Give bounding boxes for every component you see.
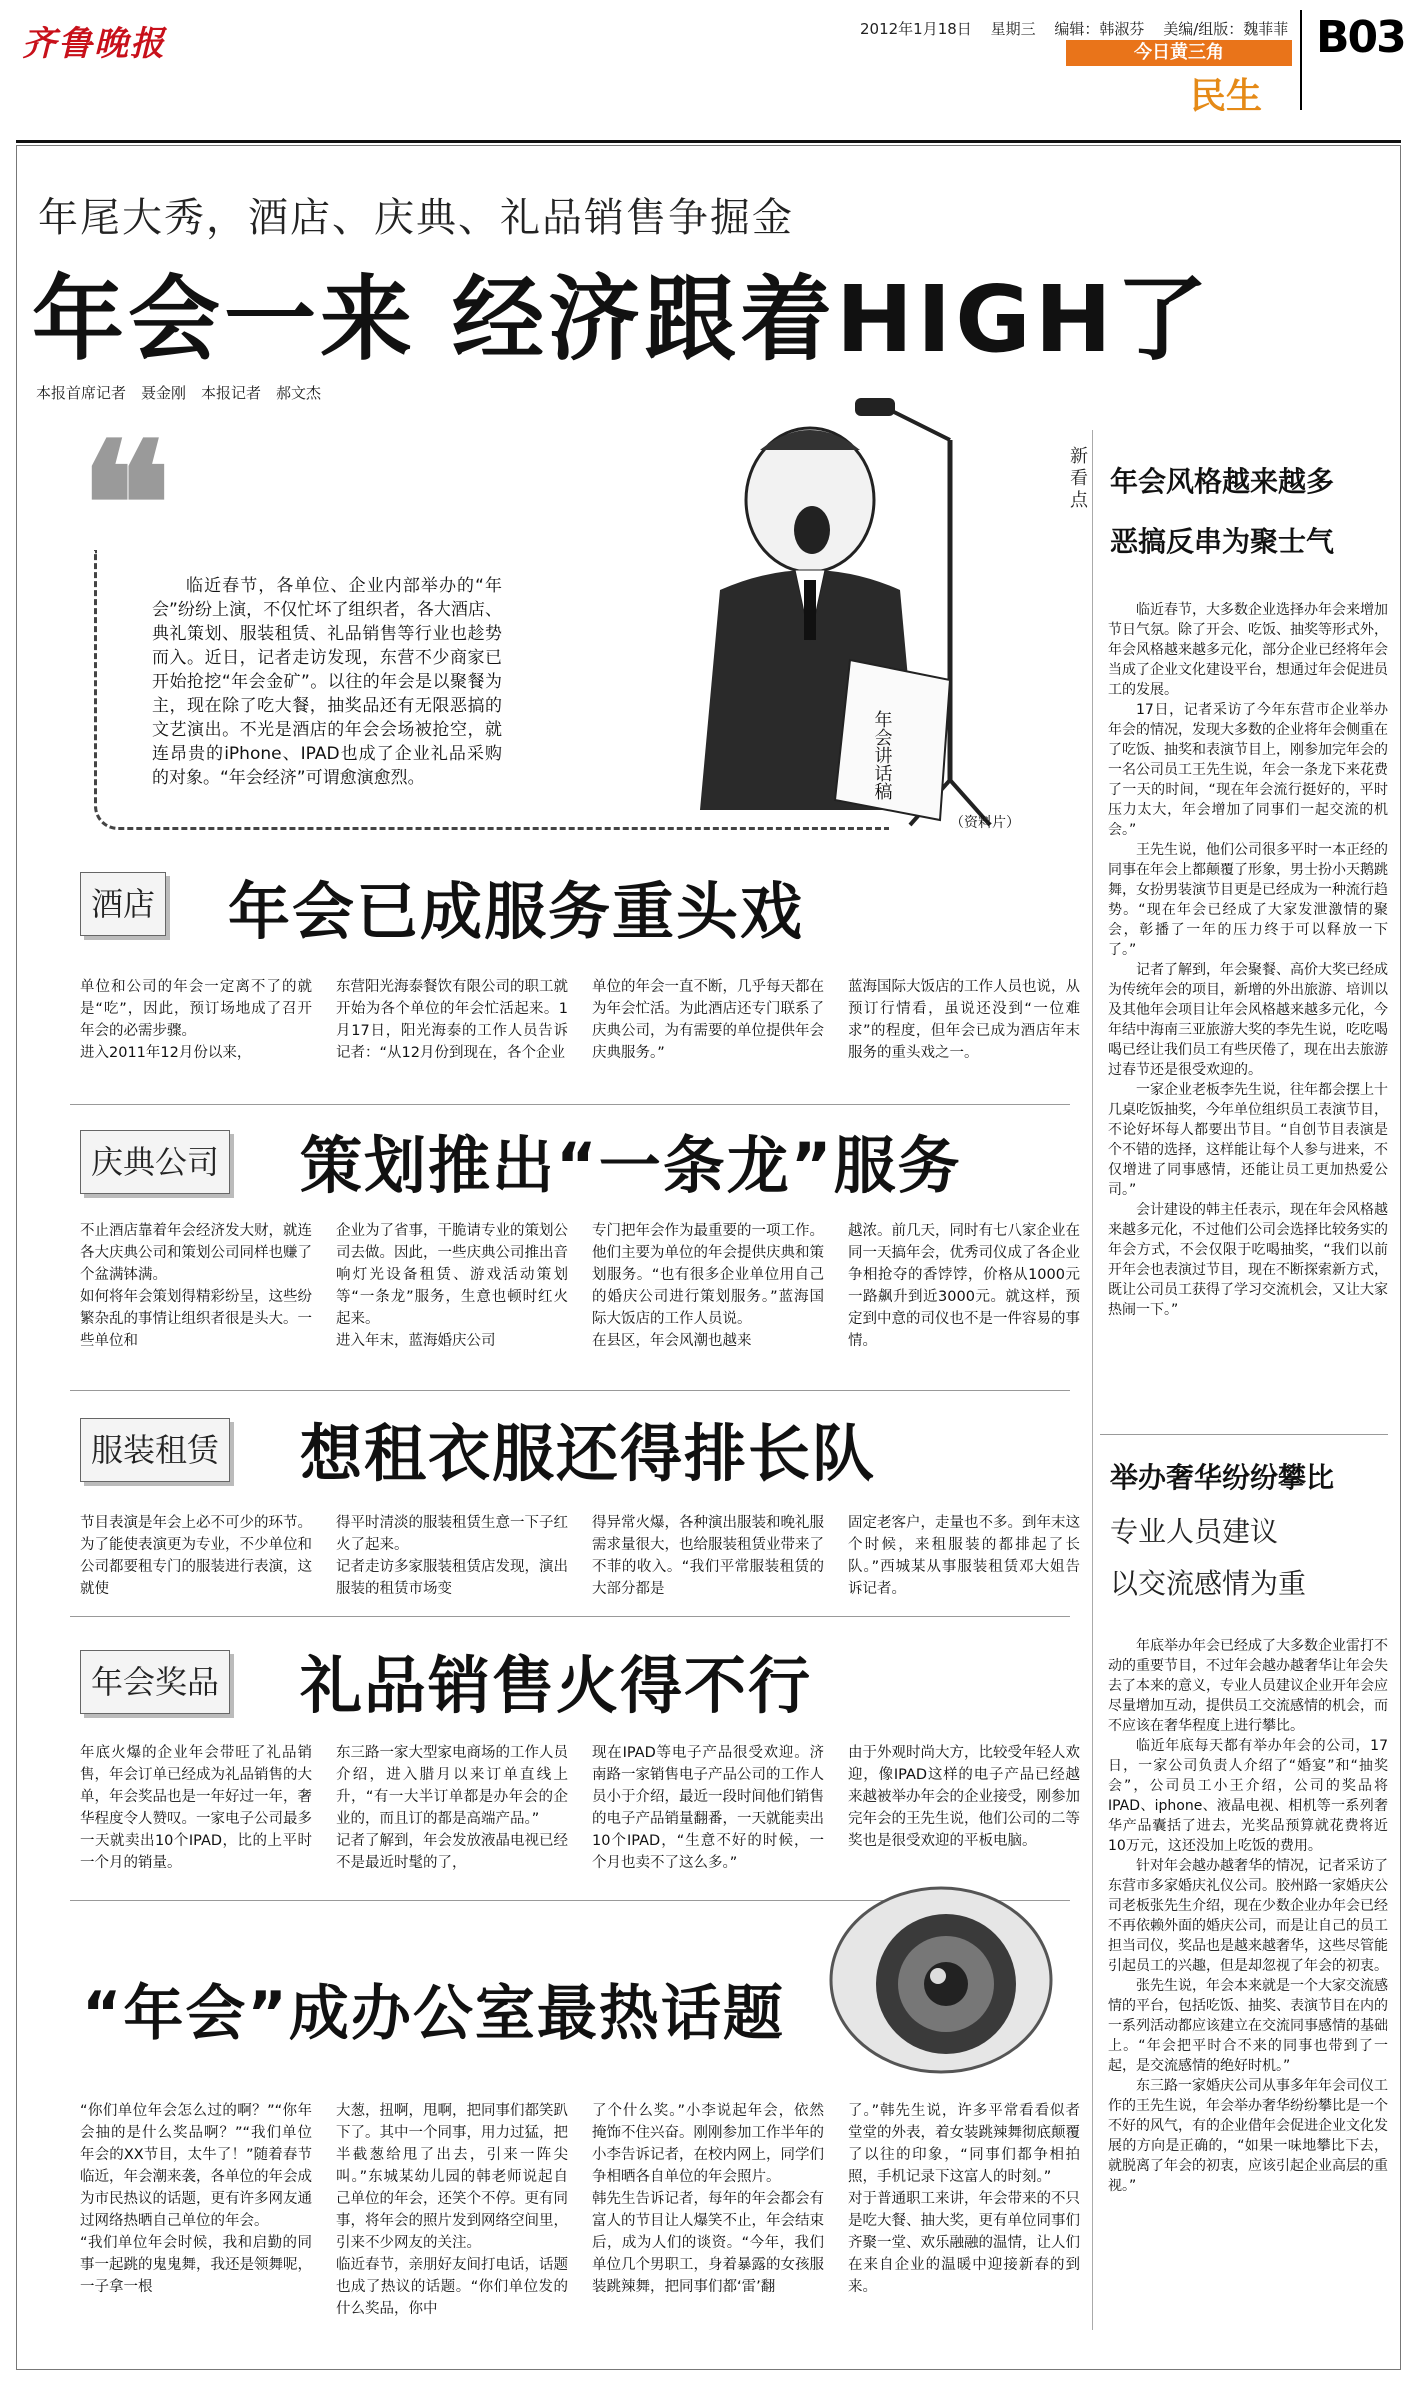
editor-credit: 编辑：韩淑芬 <box>1054 20 1145 38</box>
sidebar-story1-body <box>1108 600 1388 1320</box>
section-columns-celebration <box>80 1220 1080 1352</box>
column-text: 单位和公司的年会一定离不了的就是“吃”，因此，预订场地成了召开年会的必需步骤。 进入2011年12月份以来， <box>80 979 312 1061</box>
column-text: 节目表演是年会上必不可少的环节。为了能使表演更为专业，不少单位和公司都要租专门的服装进行表演，这就使 <box>80 1515 312 1597</box>
sidebar-story2-body <box>1108 1636 1388 2196</box>
sidebar-paragraph: 一家企业老板李先生说，往年都会摆上十几桌吃饭抽奖，今年单位组织员工表演节目，不论好坏每人都要出节目。“自创节目表演是个不错的选择，这样能让每个人参与进来，不仅增进了同事感情，还能让员工更加热爱公司。” <box>1108 1082 1388 1198</box>
sidebar-story2-sub2: 以交流感情为重 <box>1110 1567 1307 1600</box>
section-title-hotel: 年会已成服务重头戏 <box>228 875 805 948</box>
column-text: 单位的年会一直不断，几乎每天都在为年会忙活。为此酒店还专门联系了庆典公司，为有需要的单位提供年会庆典服务。” <box>592 979 824 1061</box>
section-title-costume: 想租衣服还得排长队 <box>300 1417 877 1490</box>
office-topic-title: “年会”成办公室最热话题 <box>82 1979 785 2049</box>
sidebar-story1-subheadline: 恶搞反串为聚士气 <box>1110 525 1335 558</box>
masthead-meta <box>860 18 1302 39</box>
column-text: 蓝海国际大饭店的工作人员也说，从预订行情看，虽说还没到“一位难求”的程度，但年会已成为酒店年末服务的重头戏之一。 <box>848 979 1080 1061</box>
section-title-gift: 礼品销售火得不行 <box>300 1649 813 1722</box>
article-byline: 本报首席记者 聂金刚 本报记者 郝文杰 <box>36 384 322 402</box>
issue-date: 2012年1月18日 <box>860 20 972 38</box>
section-label-hotel: 酒店 <box>80 872 166 936</box>
sidebar-tag: 新看点 <box>1070 446 1088 511</box>
article-headline: 年会一来 经济跟着HIGH了 <box>32 266 1212 373</box>
speech-scroll-title: 年会讲话稿 <box>871 710 893 800</box>
sidebar-paragraph: 针对年会越办越奢华的情况，记者采访了东营市多家婚庆礼仪公司。胶州路一家婚庆公司老板张先生介绍，现在少数企业办年会已经不再依赖外面的婚庆公司，而是让自己的员工担当司仪，奖品也是越来越奢华，这些尽管能引起员工的兴趣，但是却忽视了年会的初衷。 <box>1108 1858 1388 1974</box>
lead-paragraph: 临近春节，各单位、企业内部举办的“年会”纷纷上演，不仅忙坏了组织者，各大酒店、典礼策划、服装租赁、礼品销售等行业也趁势而入。近日，记者走访发现，东营不少商家已开始抢挖“年会金矿”。以往的年会是以聚餐为主，现在除了吃大餐，抽奖品还有无限恶搞的文艺演出。不光是酒店的年会会场被抢空，就连昂贵的iPhone、IPAD也成了企业礼品采购的对象。“年会经济”可谓愈演愈烈。 <box>152 576 502 788</box>
column-text: 得异常火爆，各种演出服装和晚礼服需求量很大，也给服装租赁业带来了不菲的收入。“我们平常服装租赁的大部分都是 <box>592 1515 824 1597</box>
column-text: 由于外观时尚大方，比较受年轻人欢迎，像IPAD这样的电子产品已经越来越被举办年会的企业接受，刚参加完年会的王先生说，他们公司的二等奖也是很受欢迎的平板电脑。 <box>848 1745 1080 1849</box>
top-rule <box>16 140 1401 143</box>
section-columns-costume <box>80 1512 1080 1600</box>
column-text: 专门把年会作为最重要的一项工作。他们主要为单位的年会提供庆典和策划服务。“也有很多企业单位用自己的婚庆公司进行策划服务。”蓝海国际大饭店的工作人员说。 在县区，年会风潮也越来 <box>592 1223 824 1349</box>
page-divider <box>1300 10 1302 110</box>
speech-scroll-icon <box>835 660 950 820</box>
section-name: 民生 <box>1190 76 1263 117</box>
section-columns-hotel <box>80 976 1080 1064</box>
office-columns <box>80 2100 1080 2320</box>
column-text: 了个什么奖。”小李说起年会，依然掩饰不住兴奋。刚刚参加工作半年的小李告诉记者，在校内网上，同学们争相晒各自单位的年会照片。 韩先生告诉记者，每年的年会都会有富人的节目让人爆笑不止，年会结束后，成为人们的谈资。“今年，我们单位几个男职工，身着暴露的女孩服装跳辣舞，把同事们都‘雷’翻 <box>592 2103 824 2295</box>
sidebar-paragraph: 临近春节，大多数企业选择办年会来增加节日气氛。除了开会、吃饭、抽奖等形式外，年会风格越来越多元化，部分企业已经将年会当成了企业文化建设平台，想通过年会促进员工的发展。 <box>1108 602 1388 698</box>
column-text: 不止酒店靠着年会经济发大财，就连各大庆典公司和策划公司同样也赚了个盆满钵满。 如何将年会策划得精彩纷呈，这些纷繁杂乱的事情让组织者很是头大。一些单位和 <box>80 1223 312 1349</box>
quote-mark-icon: ❝ <box>80 405 172 605</box>
section-label-celebration: 庆典公司 <box>80 1130 230 1194</box>
sidebar-story2-headline: 举办奢华纷纷攀比 <box>1110 1461 1335 1494</box>
sidebar-story2-sub1: 专业人员建议 <box>1110 1515 1279 1548</box>
sidebar-paragraph: 东三路一家婚庆公司从事多年年会司仪工作的王先生说，年会举办奢华纷纷攀比是一个不好的风气，有的企业借年会促进企业文化发展的方向是正确的，“如果一味地攀比下去，就脱离了年会的初衷，应该引起企业高层的重视。” <box>1108 2078 1388 2194</box>
section-title-celebration: 策划推出“一条龙”服务 <box>300 1129 962 1202</box>
sidebar-rule <box>1100 1434 1388 1435</box>
speaker-icon <box>826 1880 1056 2080</box>
sidebar-divider <box>1092 430 1093 2330</box>
article-kicker: 年尾大秀，酒店、庆典、礼品销售争掘金 <box>38 195 794 241</box>
sidebar-paragraph: 张先生说，年会本来就是一个大家交流感情的平台，包括吃饭、抽奖、表演节目在内的一系列活动都应该建立在交流同事感情的基础上。“年会把平时合不来的同事也带到了一起，是交流感情的绝好时机。” <box>1108 1978 1388 2074</box>
column-text: “你们单位年会怎么过的啊？”“你年会抽的是什么奖品啊？”“我们单位年会的XX节目，太牛了！”随着春节临近，年会潮来袭，各单位的年会成为市民热议的话题，更有许多网友通过网络热晒自己单位的年会。 “我们单位年会时候，我和启勤的同事一起跳的鬼鬼舞，我还是领舞呢，一子拿一根 <box>80 2103 312 2295</box>
designer-credit: 美编/组版：魏菲菲 <box>1163 20 1289 38</box>
column-text: 现在IPAD等电子产品很受欢迎。济南路一家销售电子产品公司的工作人员小于介绍，最近一段时间他们销售的电子产品销量翻番，一天就能卖出10个IPAD，“生意不好的时候，一个月也卖不了这么多。” <box>592 1745 824 1871</box>
section-rule <box>70 1104 1070 1105</box>
masthead-logo: 齐鲁晚报 <box>22 24 166 64</box>
column-text: 越浓。前几天，同时有七八家企业在同一天搞年会，优秀司仪成了各企业争相抢夺的香饽饽，价格从1000元一路飙升到近3000元。就这样，预定到中意的司仪也不是一件容易的事情。 <box>848 1223 1080 1349</box>
section-rule <box>70 1616 1070 1617</box>
column-text: 得平时清淡的服装租赁生意一下子红火了起来。 记者走访多家服装租赁店发现，演出服装的租赁市场变 <box>336 1515 568 1597</box>
column-text: 大葱，扭啊，甩啊，把同事们都笑趴下了。其中一个同事，用力过猛，把半截葱给甩了出去，引来一阵尖叫。”东城某幼儿园的韩老师说起自己单位的年会，还笑个不停。更有同事，将年会的照片发到网络空间里，引来不少网友的关注。 临近春节，亲朋好友间打电话，话题也成了热议的话题。“你们单位发的什么奖品，你中 <box>336 2103 568 2317</box>
section-label-gift: 年会奖品 <box>80 1650 230 1714</box>
column-text: 年底火爆的企业年会带旺了礼品销售，年会订单已经成为礼品销售的大单，年会奖品也是一年好过一年，奢华程度令人赞叹。一家电子公司最多一天就卖出10个IPAD，比的上平时一个月的销量。 <box>80 1745 312 1871</box>
section-rule <box>70 1390 1070 1391</box>
page-number: B03 <box>1316 12 1405 63</box>
column-text: 东营阳光海泰餐饮有限公司的职工就开始为各个单位的年会忙活起来。1月17日，阳光海泰的工作人员告诉记者：“从12月份到现在，各个企业 <box>336 979 568 1061</box>
column-text: 固定老客户，走量也不多。到年末这个时候，来租服装的都排起了长队。”西城某从事服装租赁邓大姐告诉记者。 <box>848 1515 1080 1597</box>
sidebar-paragraph: 记者了解到，年会聚餐、高价大奖已经成为传统年会的项目，新增的外出旅游、培训以及其他年会项目让年会风格越来越多元化，今年结中海南三亚旅游大奖的李先生说，吃吃喝喝已经让我们员工有些厌倦了，现在出去旅游过春节还是很受欢迎的。 <box>1108 962 1388 1078</box>
sidebar-paragraph: 年底举办年会已经成了大多数企业雷打不动的重要节目，不过年会越办越奢华让年会失去了本来的意义，专业人员建议企业开年会应尽量增加互动，提供员工交流感情的机会，而不应该在奢华程度上进行攀比。 <box>1108 1638 1388 1734</box>
sidebar-paragraph: 会计建设的韩主任表示，现在年会风格越来越多元化，不过他们公司会选择比较务实的年会方式，不会仅限于吃喝抽奖，“我们以前开年会也表演过节目，现在不断探索新方式，既让公司员工获得了学习交流机会，又让大家热闹一下。” <box>1108 1202 1388 1318</box>
column-text: 东三路一家大型家电商场的工作人员介绍，进入腊月以来订单直线上升，“有一大半订单都是办年会的企业的，而且订的都是高端产品。” 记者了解到，年会发放液晶电视已经不是最近时髦的了， <box>336 1745 568 1871</box>
sidebar-paragraph: 17日，记者采访了今年东营市企业举办年会的情况，发现大多数的企业将年会侧重在了吃饭、抽奖和表演节目上，刚参加完年会的一名公司员工王先生说，年会一条龙下来花费了一天的时间，“现在年会流行挺好的，平时压力太大，年会增加了同事们一起交流的机会。” <box>1108 702 1388 838</box>
issue-weekday: 星期三 <box>990 20 1036 38</box>
section-columns-gift <box>80 1742 1080 1874</box>
section-label-costume: 服装租赁 <box>80 1418 230 1482</box>
singer-illustration <box>620 380 1050 830</box>
sidebar-story1-headline: 年会风格越来越多 <box>1110 465 1335 498</box>
sidebar-paragraph: 王先生说，他们公司很多平时一本正经的同事在年会上都颠覆了形象，男士扮小天鹅跳舞，女扮男装演节目更是已经成为一种流行趋势。“现在年会已经成了大家发泄激情的聚会，彰播了一年的压力终于可以释放一下了。” <box>1108 842 1388 958</box>
sidebar-paragraph: 临近年底每天都有举办年会的公司，17日，一家公司负责人介绍了“婚宴”和“抽奖会”，公司员工小王介绍，公司的奖品将IPAD、iphone、液晶电视、相机等一系列奢华产品囊括了进去，光奖品预算就花费将近10万元，这还没加上吃饭的费用。 <box>1108 1738 1388 1854</box>
column-text: 了。”韩先生说，许多平常看看似者堂堂的外表，着女装跳辣舞彻底颠覆了以往的印象，“同事们都争相拍照，手机记录下这富人的时刻。” 对于普通职工来讲，年会带来的不只是吃大餐、抽大奖，更有单位同事们齐聚一堂、欢乐融融的温情，让人们在来自企业的温暖中迎接新春的到来。 <box>848 2103 1080 2295</box>
illustration-caption: （资料片） <box>950 815 1020 831</box>
column-text: 企业为了省事，干脆请专业的策划公司去做。因此，一些庆典公司推出音响灯光设备租赁、游戏活动策划等“一条龙”服务，生意也顿时红火起来。 进入年末，蓝海婚庆公司 <box>336 1223 568 1349</box>
section-tag: 今日黄三角 <box>1066 40 1292 66</box>
